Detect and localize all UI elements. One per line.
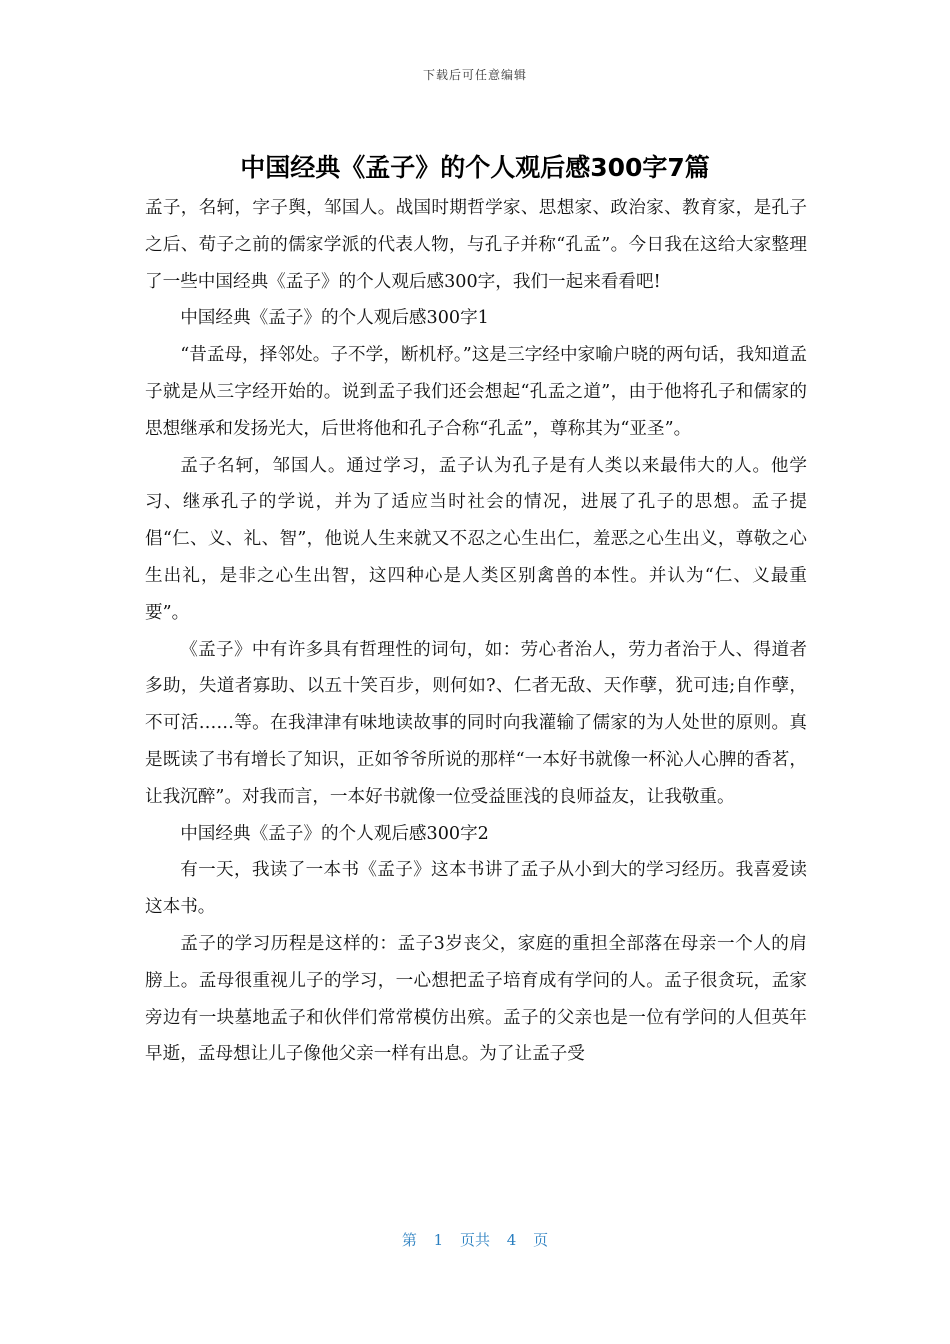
footer-total-pages: 4	[506, 1231, 517, 1249]
paragraph: “昔孟母，择邻处。子不学，断机杼。”这是三字经中家喻户晓的两句话，我知道孟子就是从三字经开始的。说到孟子我们还会想起“孔孟之道”，由于他将孔子和儒家的思想继承和发扬光大，后世将他和孔子合称“孔孟”，尊称其为“亚圣”。	[145, 345, 807, 439]
page-footer	[0, 1229, 950, 1250]
header-note: 下载后可任意编辑	[422, 68, 527, 82]
section-heading-1: 中国经典《孟子》的个人观后感300字1	[180, 308, 489, 329]
intro-paragraph: 孟子，名轲，字子舆，邹国人。战国时期哲学家、思想家、政治家、教育家，是孔子之后、荀子之前的儒家学派的代表人物，与孔子并称“孔孟”。今日我在这给大家整理了一些中国经典《孟子》的个人观后感300字，我们一起来看看吧!	[145, 198, 807, 292]
section-heading-2: 中国经典《孟子》的个人观后感300字2	[180, 823, 489, 844]
document-body	[145, 190, 807, 1073]
footer-total-prefix: 页共	[459, 1231, 490, 1249]
footer-total-suffix: 页	[533, 1231, 549, 1249]
paragraph: 《孟子》中有许多具有哲理性的词句，如：劳心者治人，劳力者治于人、得道者多助，失道者寡助、以五十笑百步，则何如?、仁者无敌、天作孽，犹可违;自作孽，不可活……等。在我津津有味地读故事的同时向我灌输了儒家的为人处世的原则。真是既读了书有增长了知识，正如爷爷所说的那样“一本好书就像一杯沁人心脾的香茗，让我沉醉”。对我而言，一本好书就像一位受益匪浅的良师益友，让我敬重。	[145, 639, 807, 807]
footer-page-number: 1	[433, 1231, 444, 1249]
document-title: 中国经典《孟子》的个人观后感300字7篇	[240, 153, 710, 182]
footer-page-label: 第	[401, 1231, 417, 1249]
paragraph: 孟子的学习历程是这样的：孟子3岁丧父，家庭的重担全部落在母亲一个人的肩膀上。孟母很重视儿子的学习，一心想把孟子培育成有学问的人。孟子很贪玩，孟家旁边有一块墓地孟子和伙伴们常常模仿出殡。孟子的父亲也是一位有学问的人但英年早逝，孟母想让儿子像他父亲一样有出息。为了让孟子受	[145, 933, 807, 1065]
paragraph: 有一天，我读了一本书《孟子》这本书讲了孟子从小到大的学习经历。我喜爱读这本书。	[145, 860, 807, 918]
paragraph: 孟子名轲，邹国人。通过学习，孟子认为孔子是有人类以来最伟大的人。他学习、继承孔子的学说，并为了适应当时社会的情况，进展了孔子的思想。孟子提倡“仁、义、礼、智”，他说人生来就又不忍之心生出仁，羞恶之心生出义，尊敬之心生出礼，是非之心生出智，这四种心是人类区别禽兽的本性。并认为“仁、义最重要”。	[145, 455, 807, 623]
